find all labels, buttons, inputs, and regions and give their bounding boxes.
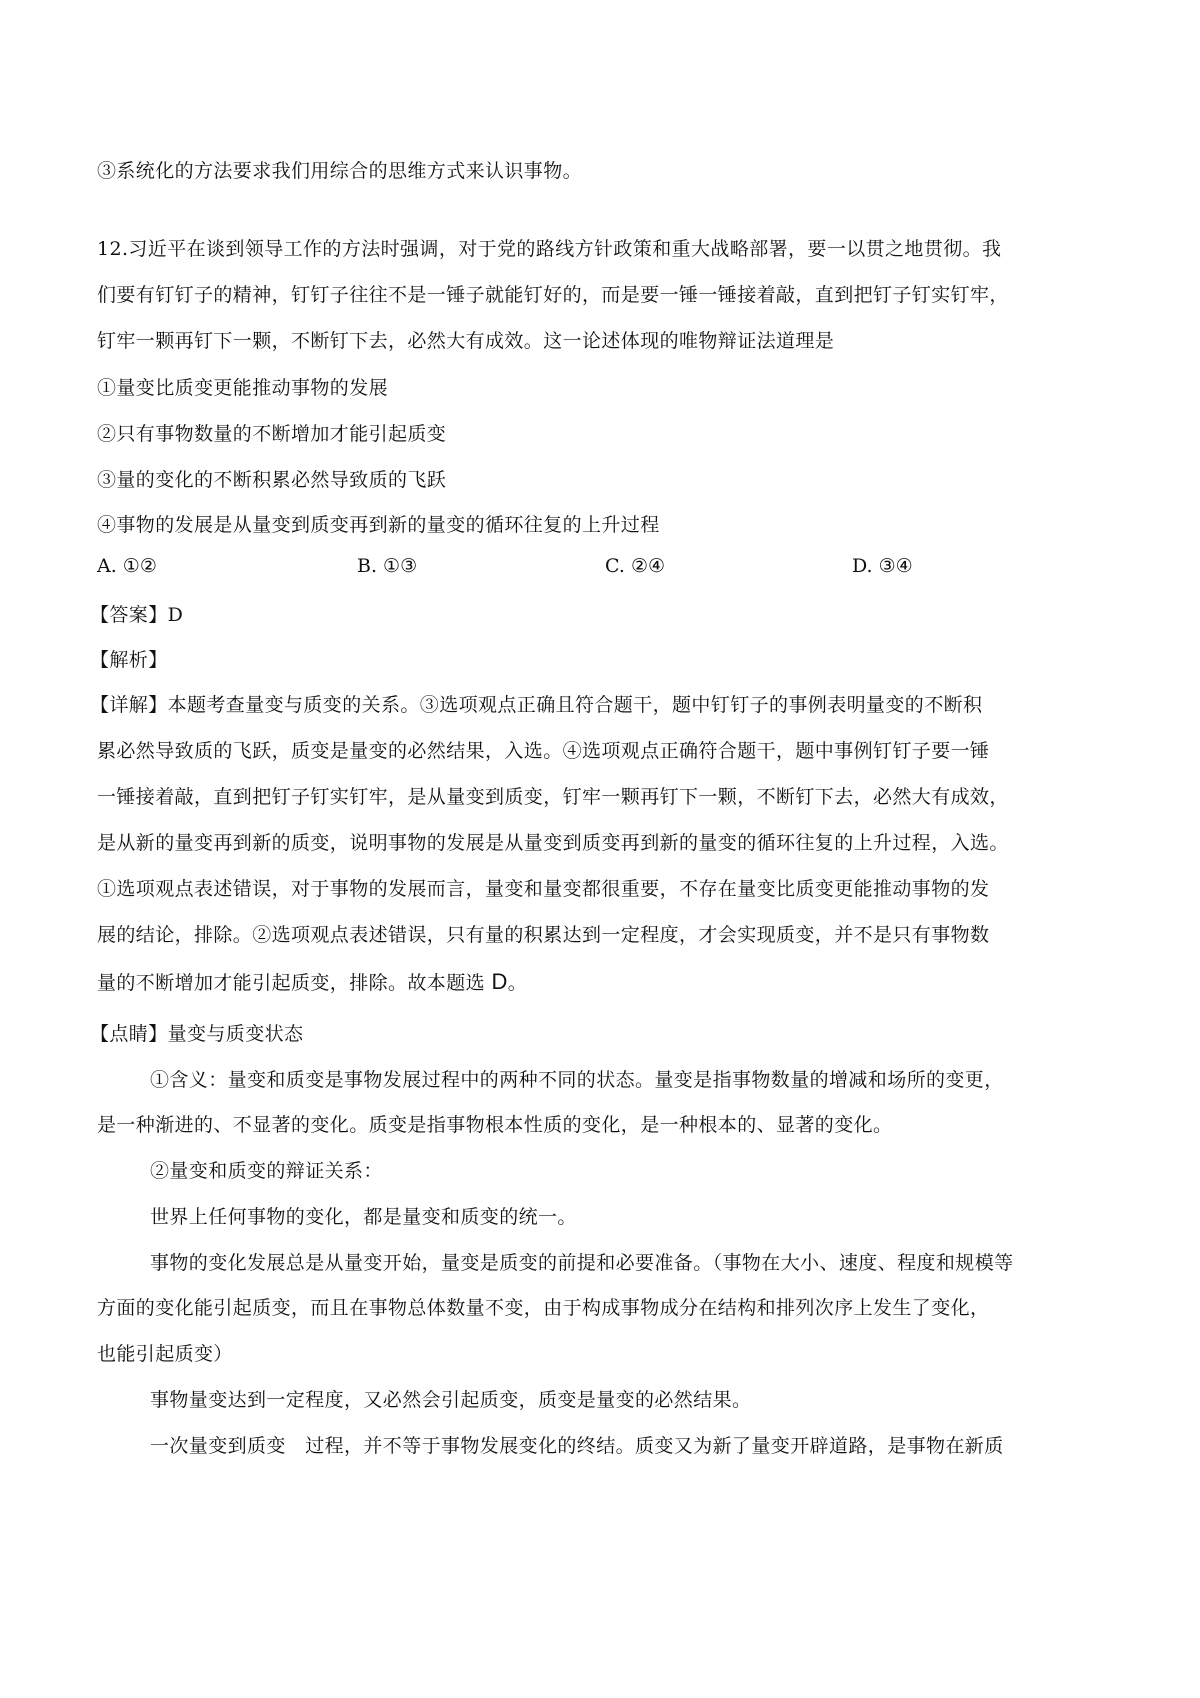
analysis-label: 【解析】 [90,649,168,671]
option-d: D. ③④ [852,555,913,577]
option-c: C. ②④ [605,555,666,577]
statement-2: ②只有事物数量的不断增加才能引起质变 [97,423,447,445]
detail-line-4: 是从新的量变再到新的质变，说明事物的发展是从量变到质变再到新的量变的循环往复的上升过程，入选。 [97,832,1009,854]
statement-4: ④事物的发展是从量变到质变再到新的量变的循环往复的上升过程 [97,514,660,536]
detail-line-3: 一锤接着敲，直到把钉子钉实钉牢，是从量变到质变，钉牢一颗再钉下一颗，不断钉下去，必然大有成效， [97,786,1009,808]
detail-last-answer-letter: D [491,969,508,994]
detail-line-2: 累必然导致质的飞跃，质变是量变的必然结果，入选。④选项观点正确符合题干，题中事例钉钉子要一锤 [97,740,990,762]
point-line-2: 是一种渐进的、不显著的变化。质变是指事物根本性质的变化，是一种根本的、显著的变化。 [97,1114,893,1136]
detail-last-period: 。 [507,972,528,994]
point-title: 【点睛】量变与质变状态 [90,1023,304,1045]
question-stem-line-3: 钉牢一颗再钉下一颗，不断钉下去，必然大有成效。这一论述体现的唯物辩证法道理是 [97,330,835,352]
point-line-9: 一次量变到质变 过程，并不等于事物发展变化的终结。质变又为新了量变开辟道路，是事物在新质 [150,1435,1004,1457]
question-stem-line-1: 12.习近平在谈到领导工作的方法时强调，对于党的路线方针政策和重大战略部署，要一以贯之地贯彻。我 [97,238,1002,260]
point-line-1: ①含义：量变和质变是事物发展过程中的两种不同的状态。量变是指事物数量的增减和场所的变更， [150,1069,1004,1091]
statement-1: ①量变比质变更能推动事物的发展 [97,377,389,399]
point-line-6: 方面的变化能引起质变，而且在事物总体数量不变，由于构成事物成分在结构和排列次序上发生了变化， [97,1297,990,1319]
detail-last-text: 量的不断增加才能引起质变，排除。故本题选 [97,972,492,994]
detail-line-1: 【详解】本题考查量变与质变的关系。③选项观点正确且符合题干，题中钉钉子的事例表明量变的不断积 [90,694,983,716]
question-stem-line-2: 们要有钉钉子的精神，钉钉子往往不是一锤子就能钉好的，而是要一锤一锤接着敲，直到把钉子钉实钉牢， [97,284,1009,306]
answer-line: 【答案】D [90,604,184,626]
statement-3: ③量的变化的不断积累必然导致质的飞跃 [97,469,447,491]
previous-statement-3: ③系统化的方法要求我们用综合的思维方式来认识事物。 [97,160,583,182]
point-line-8: 事物量变达到一定程度，又必然会引起质变，质变是量变的必然结果。 [150,1389,752,1411]
option-a: A. ①② [97,555,157,577]
detail-line-5: ①选项观点表述错误，对于事物的发展而言，量变和量变都很重要，不存在量变比质变更能推动事物的发 [97,878,990,900]
point-line-7: 也能引起质变） [97,1343,233,1365]
point-line-3: ②量变和质变的辩证关系： [150,1160,383,1182]
detail-line-6: 展的结论，排除。②选项观点表述错误，只有量的积累达到一定程度，才会实现质变，并不是只有事物数 [97,924,990,946]
point-line-4: 世界上任何事物的变化，都是量变和质变的统一。 [150,1206,577,1228]
option-b: B. ①③ [357,555,418,577]
detail-line-7 [97,968,527,995]
point-line-5: 事物的变化发展总是从量变开始，量变是质变的前提和必要准备。（事物在大小、速度、程度和规模等 [150,1252,1014,1274]
